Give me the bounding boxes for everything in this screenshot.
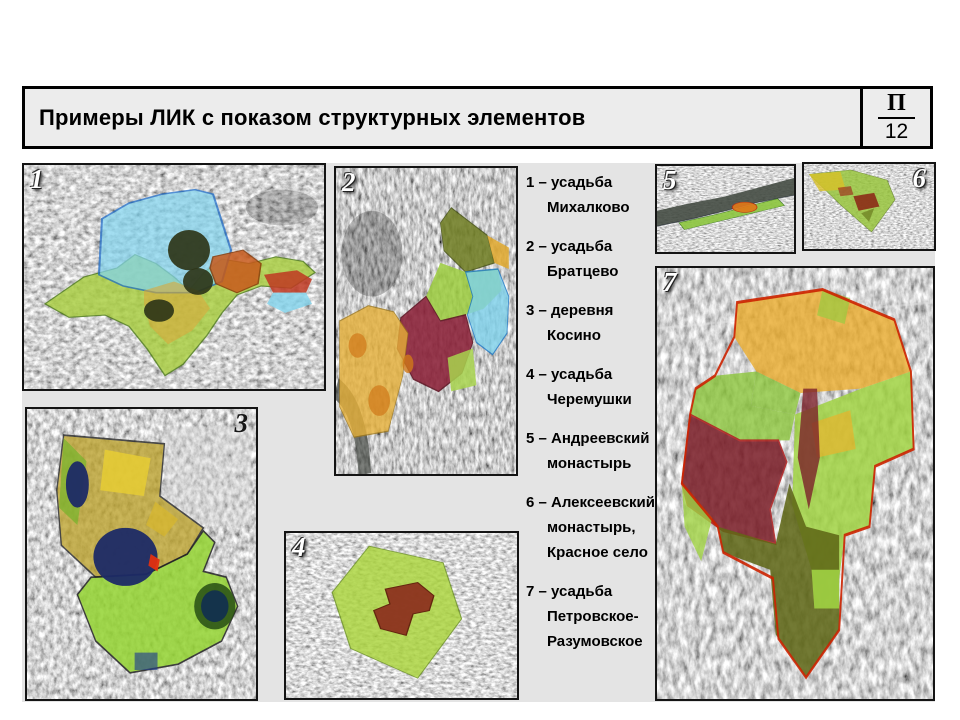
legend-line: монастырь, bbox=[547, 519, 636, 536]
legend-line: 7 – усадьба bbox=[526, 583, 613, 600]
panel-number-label: 7 bbox=[663, 267, 677, 297]
map-panel-1 bbox=[22, 163, 326, 391]
legend-line: Братцево bbox=[547, 263, 619, 280]
page-section-label: П bbox=[878, 91, 915, 118]
legend-entry-3 bbox=[526, 298, 653, 348]
legend-entry-1 bbox=[526, 170, 653, 220]
map-panel-2 bbox=[334, 166, 518, 476]
page-number: 12 bbox=[884, 119, 909, 143]
panel-number-label: 6 bbox=[912, 163, 926, 193]
legend-line: 2 – усадьба bbox=[526, 238, 613, 255]
legend-line: 4 – усадьба bbox=[526, 366, 613, 383]
legend-line: монастырь bbox=[547, 455, 632, 472]
legend-line: Черемушки bbox=[547, 391, 632, 408]
panel-number-label: 1 bbox=[30, 164, 44, 194]
map-panel-6 bbox=[802, 162, 936, 251]
title-bar bbox=[22, 86, 933, 149]
legend-line: 1 – усадьба bbox=[526, 174, 613, 191]
legend-entry-7 bbox=[526, 579, 653, 654]
legend-line: 6 – Алексеевский bbox=[526, 494, 656, 511]
satellite-map-2 bbox=[336, 168, 516, 474]
map-panel-5 bbox=[655, 164, 796, 254]
legend-entry-5 bbox=[526, 426, 653, 476]
legend-line: Петровское- bbox=[547, 608, 639, 625]
satellite-map-4 bbox=[286, 533, 517, 698]
legend-line: Красное село bbox=[547, 544, 648, 561]
satellite-map-1 bbox=[24, 165, 324, 389]
satellite-map-3 bbox=[27, 409, 256, 699]
satellite-map-5 bbox=[657, 166, 794, 252]
legend-line: 3 – деревня bbox=[526, 302, 614, 319]
legend-entry-2 bbox=[526, 234, 653, 284]
legend-line: Разумовское bbox=[547, 633, 643, 650]
legend-entry-4 bbox=[526, 362, 653, 412]
satellite-map-7 bbox=[657, 268, 933, 699]
map-panel-7 bbox=[655, 266, 935, 701]
legend-line: Косино bbox=[547, 327, 601, 344]
legend-entry-6 bbox=[526, 490, 656, 565]
map-panel-3 bbox=[25, 407, 258, 701]
slide-title: Примеры ЛИК с показом структурных элементов bbox=[39, 104, 586, 130]
map-panel-4 bbox=[284, 531, 519, 700]
panel-number-label: 2 bbox=[342, 167, 356, 197]
panel-number-label: 5 bbox=[663, 165, 677, 195]
panel-number-label: 4 bbox=[292, 532, 306, 562]
legend bbox=[521, 163, 655, 702]
legend-line: 5 – Андреевский bbox=[526, 430, 650, 447]
panel-number-label: 3 bbox=[234, 408, 248, 438]
page-number-box bbox=[860, 89, 930, 146]
legend-line: Михалково bbox=[547, 199, 630, 216]
